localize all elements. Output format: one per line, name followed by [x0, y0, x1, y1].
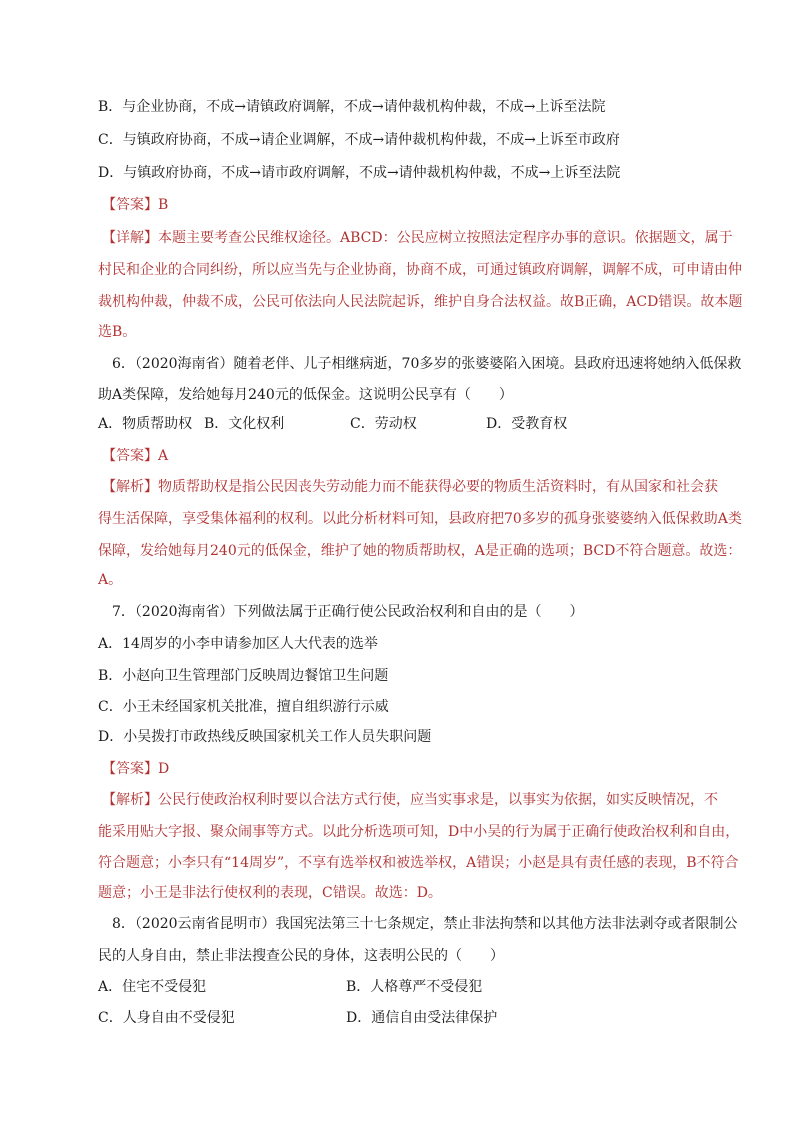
q6-option-b: B．文化权利	[204, 416, 285, 432]
q5-option-d: D．与镇政府协商，不成→请市政府调解，不成→请仲裁机构仲裁，不成→上诉至法院	[98, 165, 621, 181]
q7-option-c: C．小王未经国家机关批准，擅自组织游行示威	[98, 699, 389, 715]
q6-stem-line: 助A类保障，发给她每月240元的低保金。这说明公民享有（ ）	[98, 387, 513, 403]
q6-analysis-line: 得生活保障，享受集体福利的权利。以此分析材料可知，县政府把70多岁的孤身张婆婆纳入低保救助A类	[98, 511, 742, 527]
q7-option-a: A．14周岁的小李申请参加区人大代表的选举	[98, 636, 378, 652]
q6-analysis-line: 保障，发给她每月240元的低保金，维护了她的物质帮助权，A是正确的选项；BCD不符合题意。故选：	[98, 543, 742, 559]
q5-answer: 【答案】B	[102, 197, 169, 213]
q8-option-a: A．住宅不受侵犯	[98, 979, 207, 995]
q8-option-d: D．通信自由受法律保护	[346, 1010, 498, 1026]
q7-analysis-line: 【解析】公民行使政治权利时要以合法方式行使，应当实事求是，以事实为依据，如实反映情况，不	[102, 792, 718, 808]
q7-option-b: B．小赵向卫生管理部门反映周边餐馆卫生问题	[98, 668, 389, 684]
q7-analysis-line: 符合题意；小李只有“14周岁”，不享有选举权和被选举权，A错误；小赵是具有责任感的表现，B不符合	[98, 855, 739, 871]
q7-answer: 【答案】D	[102, 761, 170, 777]
q6-option-d: D．受教育权	[486, 416, 568, 432]
q6-option-a: A．物质帮助权	[98, 416, 193, 432]
q5-detail-line: 选B。	[98, 324, 137, 340]
q6-analysis-line: 【解析】物质帮助权是指公民因丧失劳动能力而不能获得必要的物质生活资料时，有从国家和社会获	[102, 479, 718, 495]
q6-analysis-line: A。	[98, 572, 123, 588]
q7-stem: 7．（2020海南省）下列做法属于正确行使公民政治权利和自由的是（ ）	[112, 604, 584, 620]
q6-option-c: C．劳动权	[350, 416, 417, 432]
q5-option-b: B．与企业协商，不成→请镇政府调解，不成→请仲裁机构仲裁，不成→上诉至法院	[98, 99, 606, 115]
q5-detail-line: 【详解】本题主要考查公民维权途径。ABCD：公民应树立按照法定程序办事的意识。依据题文，属于	[102, 230, 733, 246]
q7-analysis-line: 能采用贴大字报、聚众闹事等方式。以此分析选项可知，D中小吴的行为属于正确行使政治权利和自由，	[98, 824, 740, 840]
q8-stem-line: 民的人身自由，禁止非法搜查公民的身体，这表明公民的（ ）	[98, 948, 504, 964]
q6-answer: 【答案】A	[102, 448, 169, 464]
q7-analysis-line: 题意；小王是非法行使权利的表现，C错误。故选：D。	[98, 885, 442, 901]
q8-option-c: C．人身自由不受侵犯	[98, 1010, 235, 1026]
q5-option-c: C．与镇政府协商，不成→请企业调解，不成→请仲裁机构仲裁，不成→上诉至市政府	[98, 132, 620, 148]
q8-stem-line: 8．（2020云南省昆明市）我国宪法第三十七条规定，禁止非法拘禁和以其他方法非法剥夺或者限制公	[112, 916, 738, 932]
q7-option-d: D．小吴拨打市政热线反映国家机关工作人员失职问题	[98, 729, 432, 745]
q5-detail-line: 村民和企业的合同纠纷，所以应当先与企业协商，协商不成，可通过镇政府调解，调解不成，可申请由仲	[98, 262, 742, 278]
q5-detail-line: 裁机构仲裁，仲裁不成，公民可依法向人民法院起诉，维护自身合法权益。故B正确，ACD错误。故本题	[98, 294, 743, 310]
q6-stem-line: 6．（2020海南省）随着老伴、儿子相继病逝，70多岁的张婆婆陷入困境。县政府迅速将她纳入低保救	[112, 356, 742, 372]
q8-option-b: B．人格尊严不受侵犯	[346, 979, 483, 995]
